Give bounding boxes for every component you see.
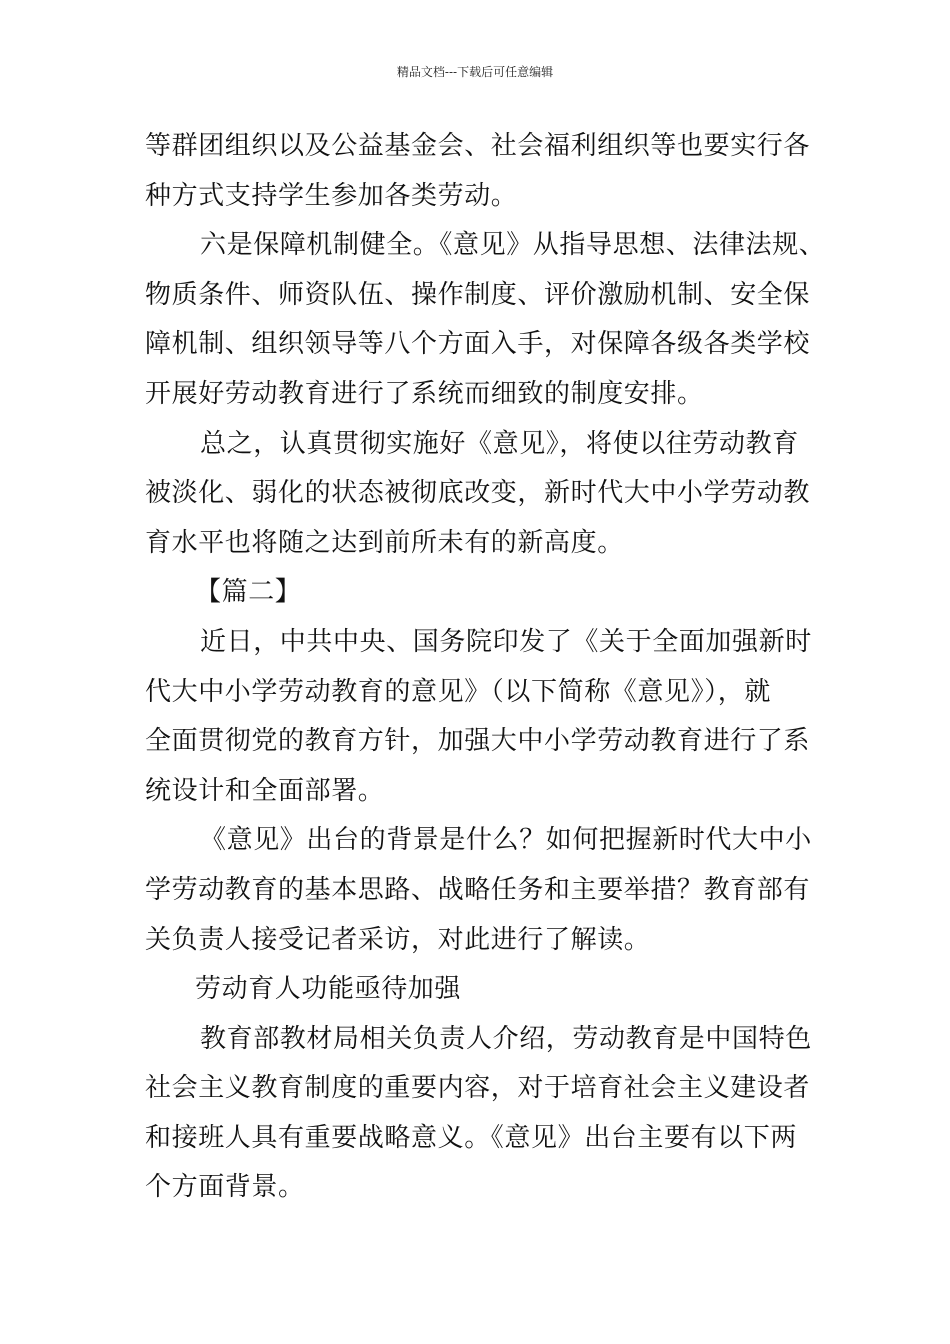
- section-heading: 【篇二】: [195, 577, 302, 608]
- paragraph-start: 《意见》出台的背景是什么？如何把握新时代大中小: [200, 825, 812, 856]
- text-line: 学劳动教育的基本思路、战略任务和主要举措？教育部有: [145, 874, 811, 905]
- text-line: 被淡化、弱化的状态被彻底改变，新时代大中小学劳动教: [145, 478, 811, 509]
- document-body: [145, 122, 835, 1213]
- paragraph-start: 近日，中共中央、国务院印发了《关于全面加强新时: [200, 626, 812, 657]
- text-line: 个方面背景。: [145, 1172, 305, 1203]
- text-line: 障机制、组织领导等八个方面入手，对保障各级各类学校: [145, 329, 811, 360]
- subheading: 劳动育人功能亟待加强: [195, 974, 462, 1005]
- text-line: 育水平也将随之达到前所未有的新高度。: [145, 527, 624, 558]
- page-header: 精品文档---下载后可任意编辑: [396, 65, 554, 79]
- text-line: 等群团组织以及公益基金会、社会福利组织等也要实行各: [145, 131, 811, 161]
- text-line: 和接班人具有重要战略意义。《意见》出台主要有以下两: [145, 1122, 798, 1153]
- paragraph-start: 六是保障机制健全。《意见》从指导思想、法律法规、: [200, 230, 826, 261]
- text-line: 关负责人接受记者采访，对此进行了解读。: [145, 924, 651, 955]
- text-line: 物质条件、师资队伍、操作制度、评价激励机制、安全保: [145, 279, 811, 310]
- text-line: 全面贯彻党的教育方针，加强大中小学劳动教育进行了系: [145, 726, 811, 757]
- text-line: 代大中小学劳动教育的意见》（以下简称《意见》），就: [145, 676, 772, 707]
- text-line: 社会主义教育制度的重要内容，对于培育社会主义建设者: [145, 1073, 811, 1104]
- paragraph-start: 教育部教材局相关负责人介绍，劳动教育是中国特色: [200, 1023, 812, 1054]
- text-line: 统设计和全面部署。: [145, 775, 385, 806]
- paragraph-start: 总之，认真贯彻实施好《意见》，将使以往劳动教育: [200, 428, 799, 459]
- text-line: 开展好劳动教育进行了系统而细致的制度安排。: [145, 378, 704, 409]
- text-line: 种方式支持学生参加各类劳动。: [145, 180, 518, 211]
